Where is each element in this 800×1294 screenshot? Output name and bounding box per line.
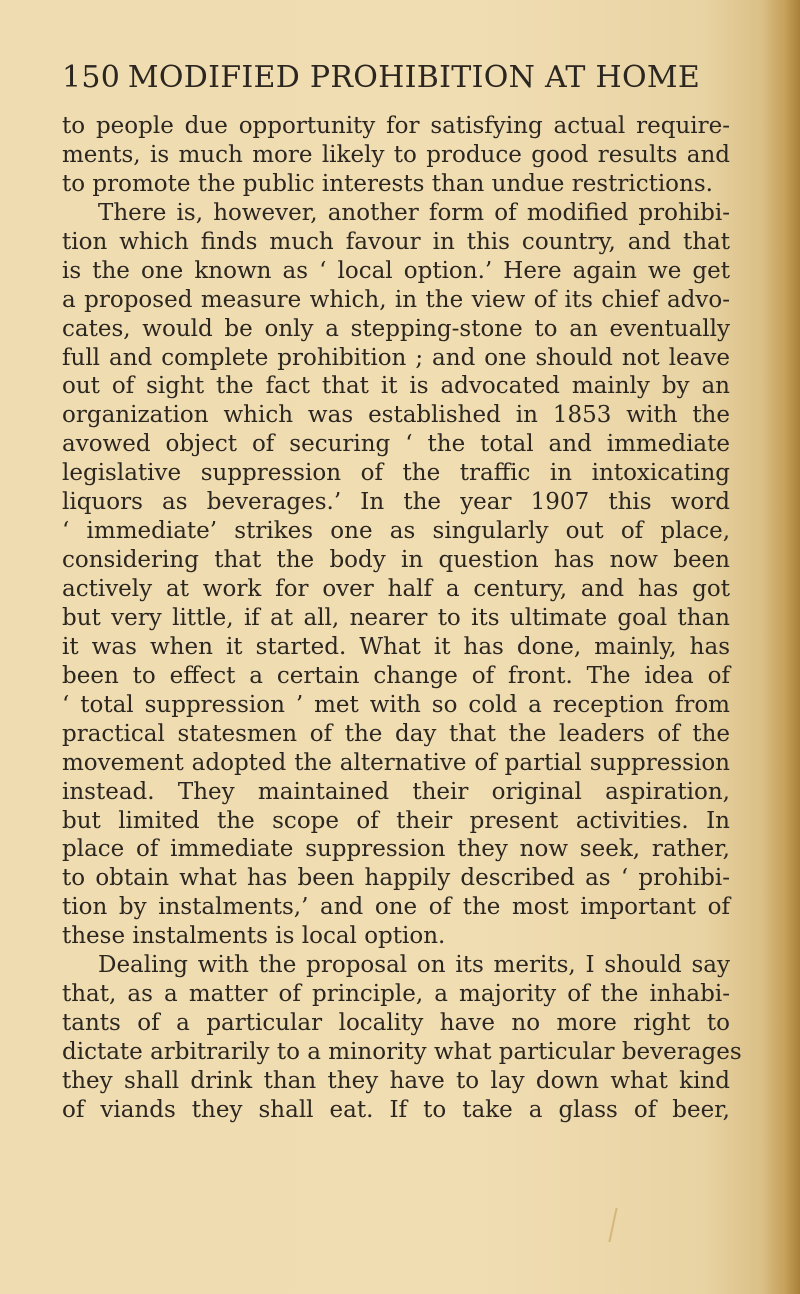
text-line: ‘ total suppression ’ met with so cold a reception from	[62, 691, 730, 718]
text-line: of viands they shall eat. If to take a glass of beer,	[62, 1096, 730, 1123]
text-line: cates, would be only a stepping-stone to an eventually	[62, 315, 730, 342]
body-text	[62, 112, 742, 1125]
text-line: considering that the body in question has now been	[62, 547, 730, 574]
running-title: MODIFIED PROHIBITION AT HOME	[127, 60, 701, 95]
paper-mark	[608, 1208, 623, 1242]
text-line: movement adopted the alternative of partial suppression	[62, 749, 730, 776]
text-line: it was when it started. What it has done, mainly, has	[62, 633, 730, 660]
text-line: they shall drink than they have to lay down what kind	[62, 1067, 730, 1094]
running-header	[62, 60, 722, 100]
text-line: tants of a particular locality have no more right to	[62, 1010, 730, 1037]
page-number: 150	[62, 60, 121, 95]
text-line: is the one known as ‘ local option.’ Here again we get	[62, 257, 730, 284]
text-line: Dealing with the proposal on its merits, I should say	[98, 952, 730, 979]
text-line: to people due opportunity for satisfying actual require-	[62, 113, 730, 139]
text-line: these instalments is local option.	[62, 923, 446, 950]
text-line: legislative suppression of the traffic in intoxicating	[62, 460, 730, 487]
text-line: actively at work for over half a century, and has got	[62, 576, 730, 602]
text-line: tion by instalments,’ and one of the most important of	[62, 894, 730, 921]
page-edge-shadow	[762, 0, 800, 1294]
text-line: a proposed measure which, in the view of its chief advo-	[62, 286, 730, 313]
text-line: practical statesmen of the day that the leaders of the	[62, 720, 730, 747]
text-line: liquors as beverages.’ In the year 1907 this word	[62, 489, 730, 516]
text-line: ‘ immediate’ strikes one as singularly out of place,	[62, 518, 730, 545]
text-line: dictate arbitrarily to a minority what particular beverages	[62, 1039, 742, 1065]
text-line: place of immediate suppression they now seek, rather,	[62, 836, 730, 863]
text-line: to obtain what has been happily described as ‘ prohibi-	[62, 865, 730, 892]
text-line: that, as a matter of principle, a majority of the inhabi-	[62, 981, 730, 1008]
text-line: ments, is much more likely to produce good results and	[62, 141, 730, 168]
text-line: organization which was established in 1853 with the	[62, 402, 730, 429]
text-line: but very little, if at all, nearer to its ultimate goal than	[62, 604, 730, 631]
text-line: been to effect a certain change of front. The idea of	[62, 662, 730, 689]
text-line: instead. They maintained their original aspiration,	[62, 778, 730, 805]
text-line: but limited the scope of their present activities. In	[62, 807, 730, 834]
text-line: full and complete prohibition ; and one should not leave	[62, 344, 730, 371]
text-line: avowed object of securing ‘ the total and immediate	[62, 431, 730, 458]
text-line: tion which finds much favour in this country, and that	[62, 228, 730, 255]
text-line: out of sight the fact that it is advocated mainly by an	[62, 373, 730, 400]
text-line: There is, however, another form of modified prohibi-	[98, 199, 730, 226]
text-line: to promote the public interests than undue restrictions.	[62, 170, 713, 197]
